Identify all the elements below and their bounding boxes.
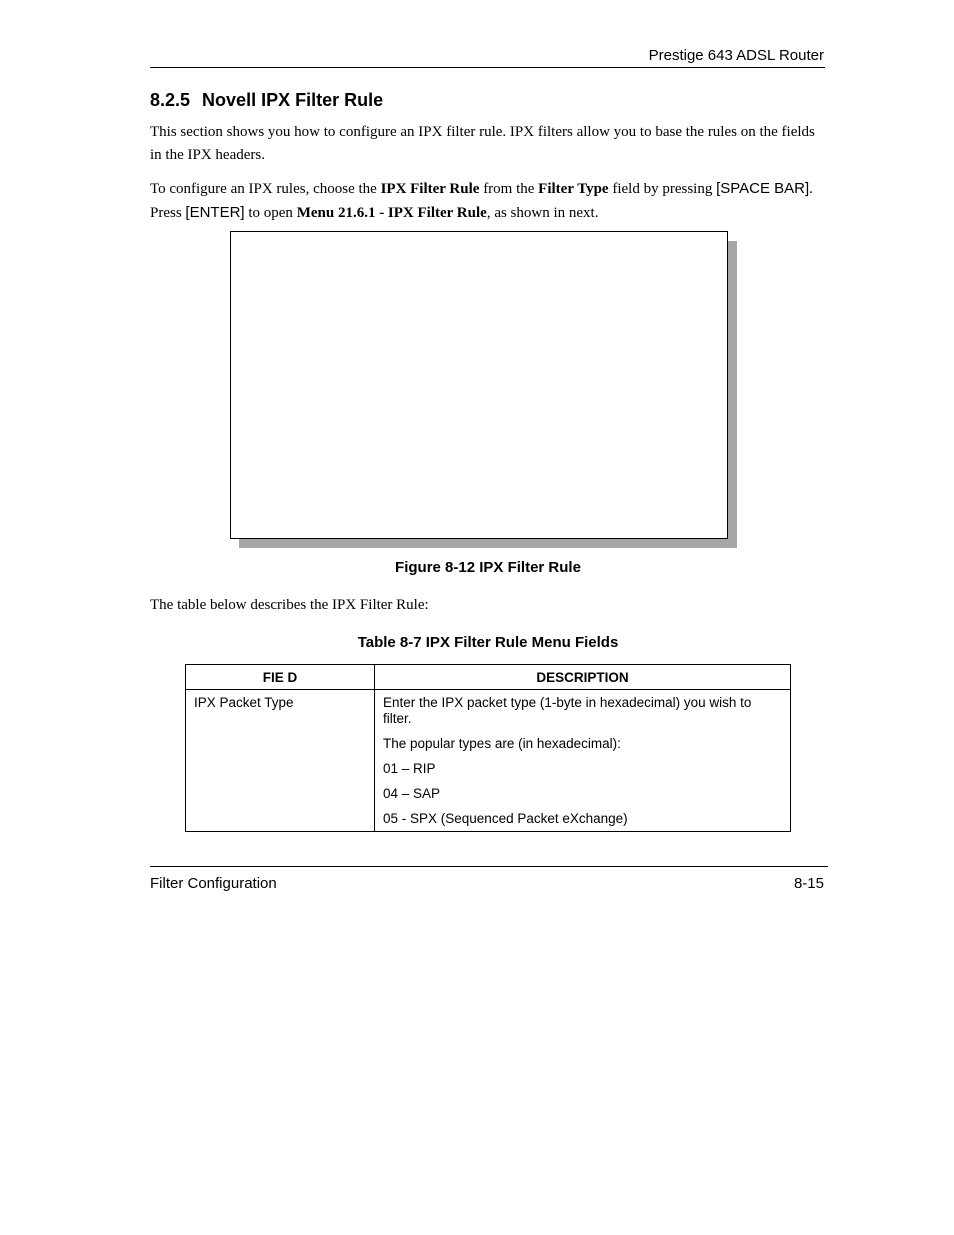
para2-text-6: , as shown in next. [486,205,599,221]
field-cell: IPX Packet Type [186,690,375,832]
para2-text-1: To configure an IPX rules, choose the [150,181,381,197]
figure-caption: Figure 8-12 IPX Filter Rule [395,559,581,576]
description-line: 05 - SPX (Sequenced Packet eXchange) [383,811,628,826]
table-intro-paragraph: The table below describes the IPX Filter Rule: [150,597,429,613]
instruction-paragraph [150,177,820,225]
header-divider [150,67,825,68]
filter-type-term: Filter Type [538,181,609,197]
description-line: 04 – SAP [383,786,441,801]
description-line: The popular types are (in hexadecimal): [383,736,621,751]
intro-paragraph: This section shows you how to configure an IPX filter rule. IPX filters allow you to base the rules on the fields in the IPX headers. [150,124,815,163]
footer-chapter: Filter Configuration [150,875,277,892]
para2-text-4: . Press [150,181,813,221]
page-number: 8-15 [793,875,824,892]
table-row [186,690,791,832]
section-title: Novell IPX Filter Rule [202,90,384,110]
field-column-header: FIE D [186,665,375,690]
section-heading [150,90,383,111]
para2-text-3: field by pressing [608,181,717,197]
menu-fields-table [185,664,791,832]
para2-text-5: to open [244,205,297,221]
menu-reference: Menu 21.6.1 - IPX Filter Rule [296,205,487,221]
enter-key: [ENTER] [185,204,245,221]
figure-screen-box [230,231,728,539]
footer-divider [150,866,828,867]
space-bar-key: [SPACE BAR] [716,180,810,197]
description-line: 01 – RIP [383,761,436,776]
description-cell [375,690,791,832]
running-header: Prestige 643 ADSL Router [648,47,824,64]
table-caption: Table 8-7 IPX Filter Rule Menu Fields [357,634,619,651]
description-column-header: DESCRIPTION [375,665,791,690]
description-line: Enter the IPX packet type (1-byte in hexadecimal) you wish to filter. [383,695,752,726]
ipx-filter-rule-term: IPX Filter Rule [380,181,480,197]
table-header-row [186,665,791,690]
para2-text-2: from the [479,181,539,197]
section-number: 8.2.5 [150,90,191,110]
